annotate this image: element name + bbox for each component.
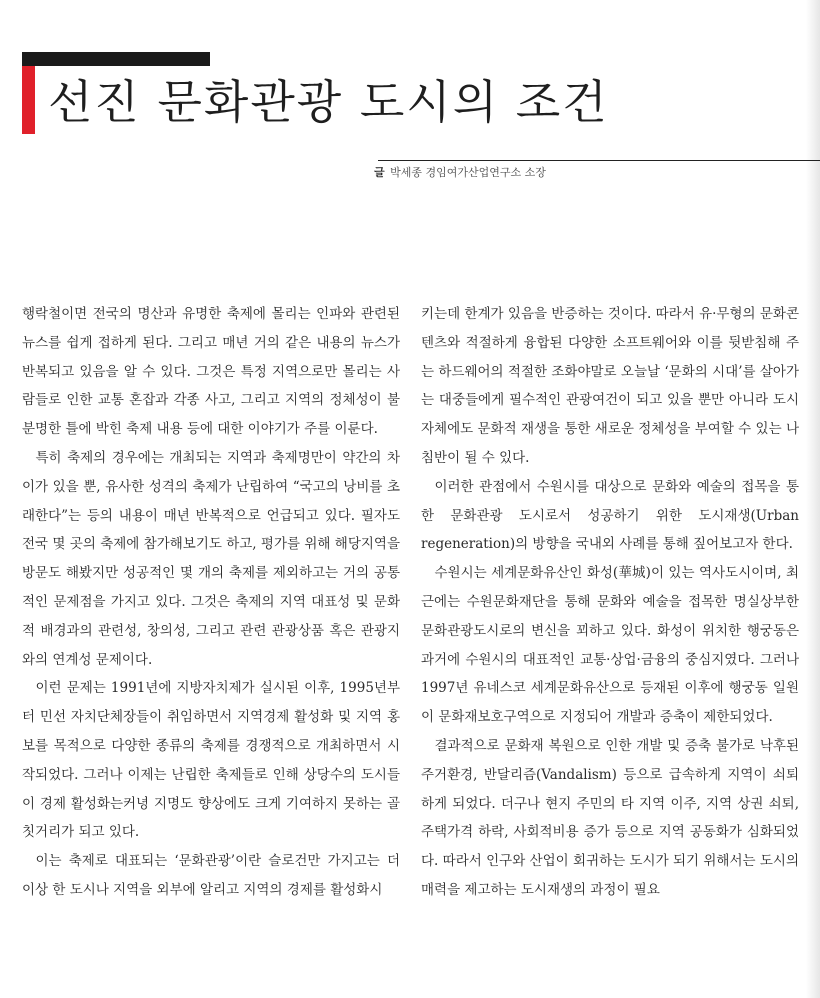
title-accent-black-bar xyxy=(22,52,210,66)
paragraph: 이는 축제로 대표되는 ‘문화관광’이란 슬로건만 가지고는 더 이상 한 도시나 지역을 외부에 알리고 지역의 경제를 활성화시 xyxy=(22,853,400,898)
body-column-right xyxy=(421,300,799,905)
byline-author: 박세종 경임여가산업연구소 소장 xyxy=(390,166,546,179)
paragraph: 행락철이면 전국의 명산과 유명한 축제에 몰리는 인파와 관련된 뉴스를 쉽게 접하게 된다. 그리고 매년 거의 같은 내용의 뉴스가 반복되고 있음을 알 수 있다. 그것은 특정 지역으로만 몰리는 사람들로 인한 교통 혼잡과 각종 사고, 그리고 지역의 정체성이 불분명한 틀에 박힌 축제 내용 등에 대한 이야기가 주를 이룬다. xyxy=(22,306,400,438)
byline-label: 글 xyxy=(374,166,385,179)
body-column-left xyxy=(22,300,400,905)
paragraph: 수원시는 세계문화유산인 화성(華城)이 있는 역사도시이며, 최근에는 수원문화재단을 통해 문화와 예술을 접목한 명실상부한 문화관광도시로의 변신을 꾀하고 있다. 화성이 위치한 행궁동은 과거에 수원시의 대표적인 교통·상업·금융의 중심지였다. 그러나 1997년 유네스코 세계문화유산으로 등재된 이후에 행궁동 일원이 문화재보호구역으로 지정되어 개발과 증축이 제한되었다. xyxy=(421,565,799,726)
article-title: 선진 문화관광 도시의 조건 xyxy=(48,75,609,129)
page-edge-shadow xyxy=(806,0,820,998)
paragraph: 키는데 한계가 있음을 반증하는 것이다. 따라서 유·무형의 문화콘텐츠와 적절하게 융합된 다양한 소프트웨어와 이를 뒷받침해 주는 하드웨어의 적절한 조화야말로 오늘날 ‘문화의 시대’를 살아가는 대중들에게 필수적인 관광여건이 되고 있을 뿐만 아니라 도시 자체에도 문화적 재생을 통한 새로운 정체성을 부여할 수 있는 나침반이 될 수 있다. xyxy=(421,306,799,466)
paragraph: 결과적으로 문화재 복원으로 인한 개발 및 증축 불가로 낙후된 주거환경, 반달리즘(Vandalism) 등으로 급속하게 지역이 쇠퇴 하게 되었다. 더구나 현지 주민의 타 지역 이주, 지역 상권 쇠퇴, 주택가격 하락, 사회적비용 증가 등으로 지역 공동화가 심화되었다. 따라서 인구와 산업이 회귀하는 도시가 되기 위해서는 도시의 매력을 제고하는 도시재생의 과정이 필요 xyxy=(421,737,799,898)
byline-divider xyxy=(378,160,820,161)
title-accent-red-bar xyxy=(22,66,35,134)
paragraph: 이러한 관점에서 수원시를 대상으로 문화와 예술의 접목을 통한 문화관광 도시로서 성공하기 위한 도시재생(Urban regeneration)의 방향을 국내외 사례를 통해 짚어보고자 한다. xyxy=(421,478,799,553)
paragraph: 특히 축제의 경우에는 개최되는 지역과 축제명만이 약간의 차이가 있을 뿐, 유사한 성격의 축제가 난립하여 “국고의 낭비를 초래한다”는 등의 내용이 매년 반복적으로 언급되고 있다. 필자도 전국 몇 곳의 축제에 참가해보기도 하고, 평가를 위해 해당지역을 방문도 해봤지만 성공적인 몇 개의 축제를 제외하고는 거의 공통적인 문제점을 가지고 있다. 그것은 축제의 지역 대표성 및 문화적 배경과의 관련성, 창의성, 그리고 관련 관광상품 혹은 관광지와의 연계성 문제이다. xyxy=(22,449,400,668)
paragraph: 이런 문제는 1991년에 지방자치제가 실시된 이후, 1995년부터 민선 자치단체장들이 취임하면서 지역경제 활성화 및 지역 홍보를 목적으로 다양한 종류의 축제를 경쟁적으로 개최하면서 시작되었다. 그러나 이제는 난립한 축제들로 인해 상당수의 도시들이 경제 활성화는커녕 지명도 향상에도 크게 기여하지 못하는 골칫거리가 되고 있다. xyxy=(22,680,400,841)
byline xyxy=(374,164,546,180)
